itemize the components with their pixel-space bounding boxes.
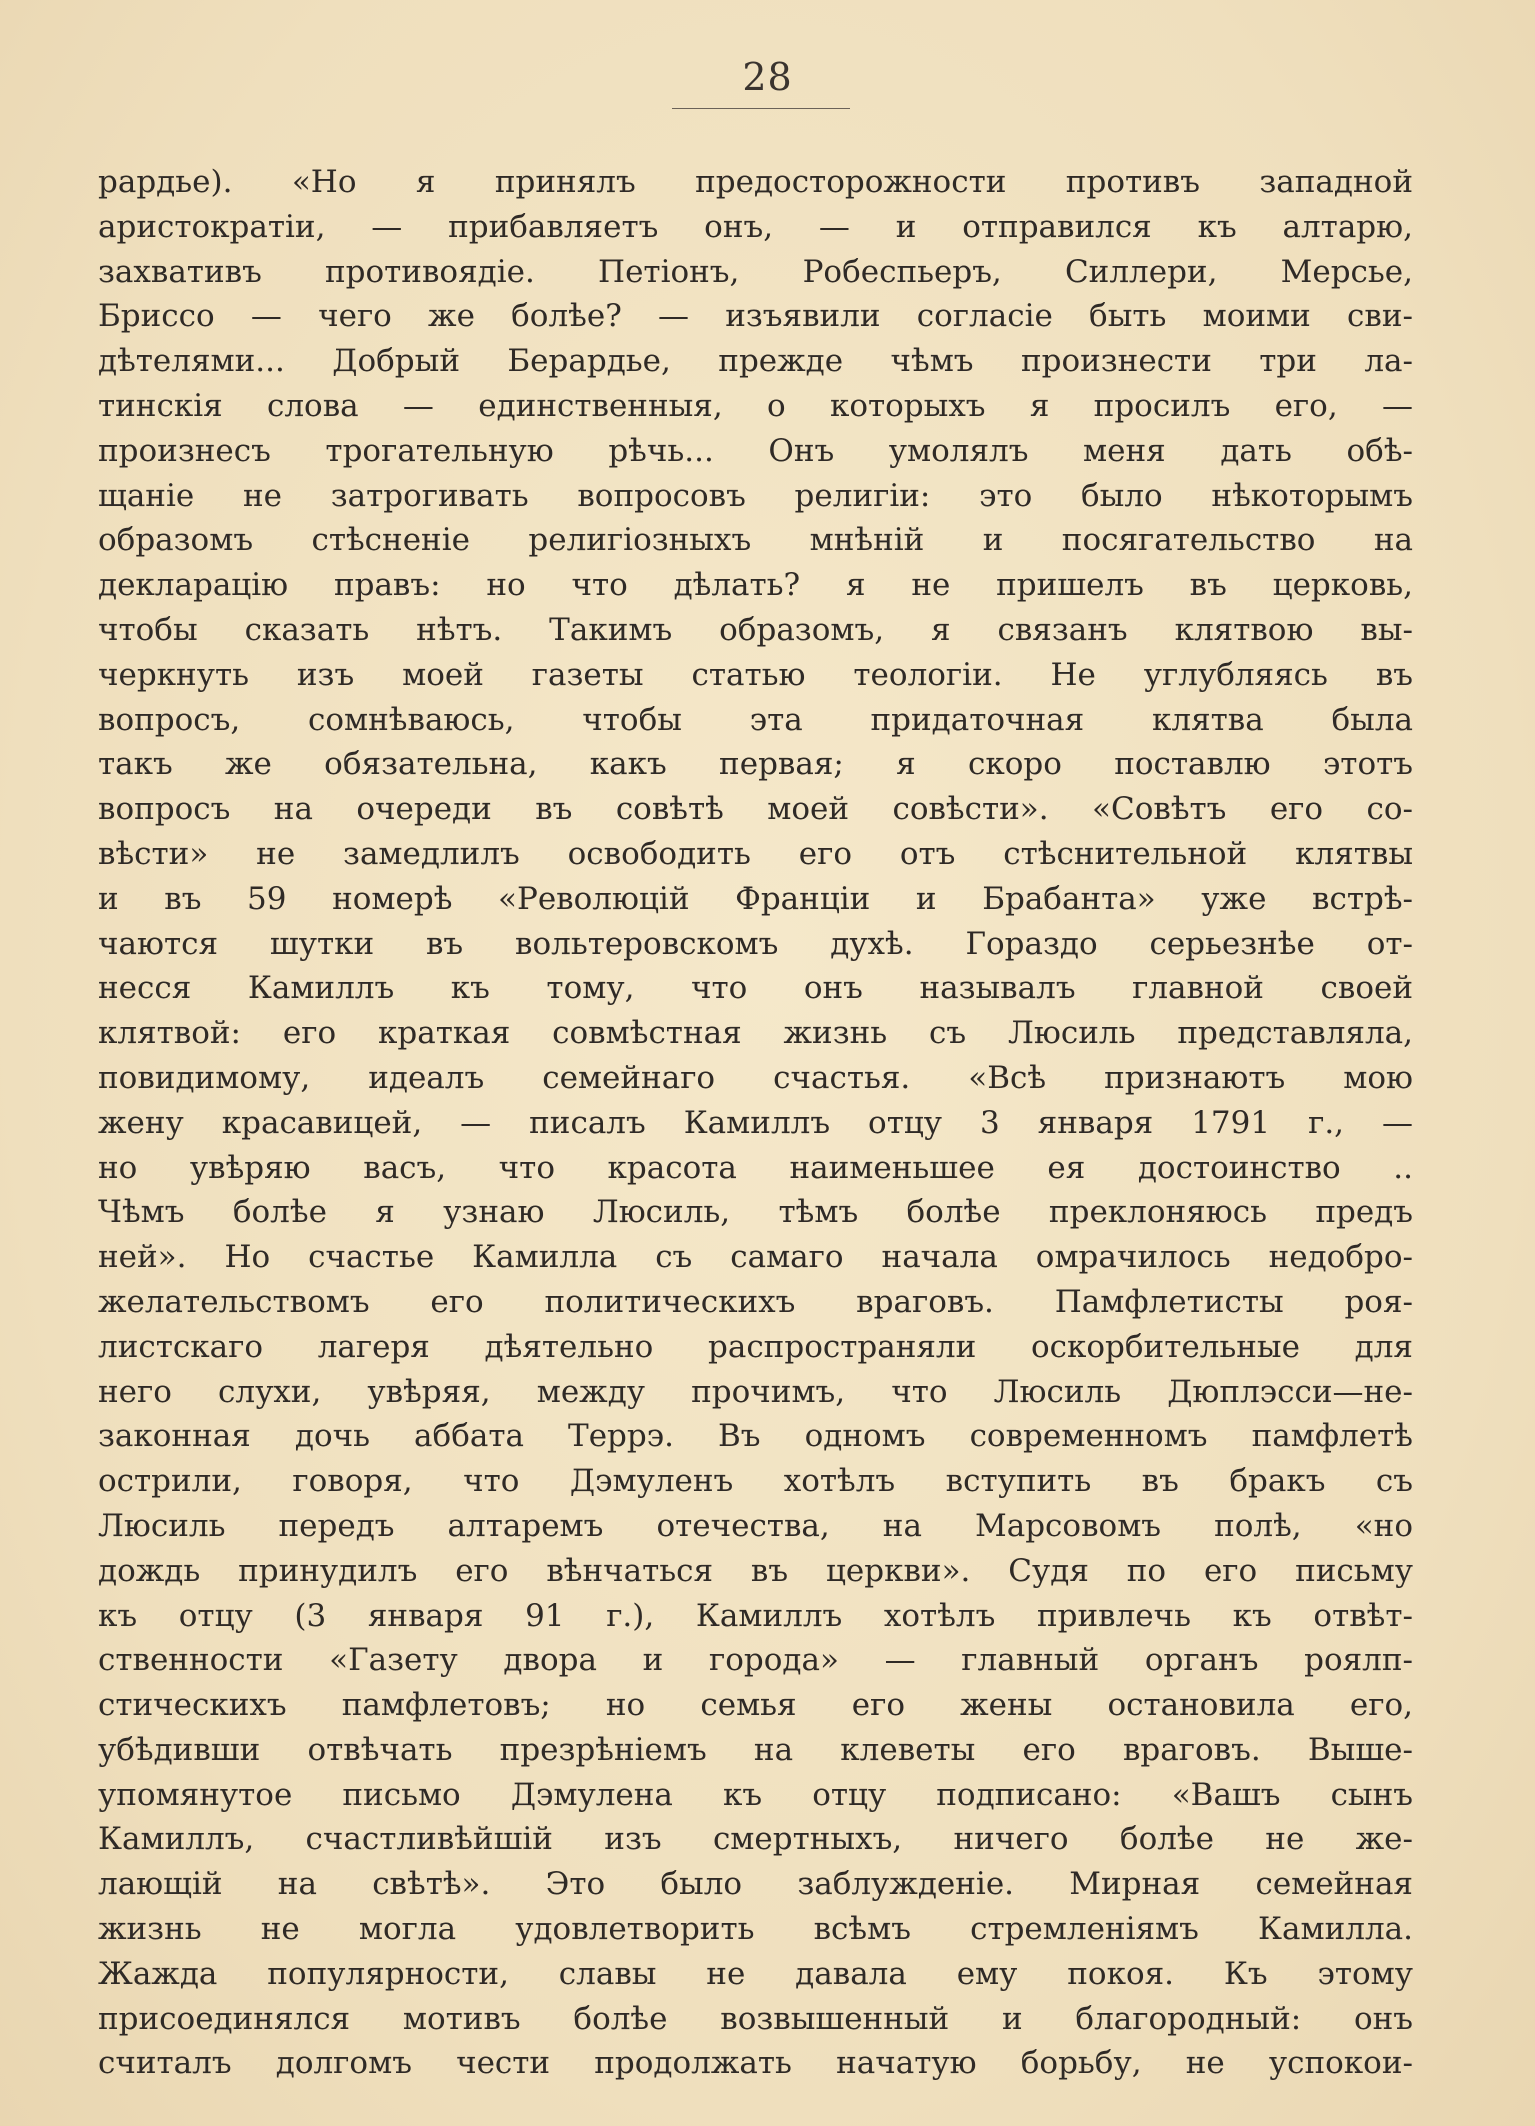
text-line: жену красавицей, — писалъ Камиллъ отцу 3 января 1791 г., —: [98, 1104, 1413, 1141]
page-number: 28: [742, 55, 793, 99]
text-line: тинскiя слова — единственныя, о которыхъ я просилъ его, —: [98, 387, 1413, 424]
text-line: вопросъ, сомнѣваюсь, чтобы эта придаточная клятва была: [98, 701, 1413, 738]
text-line: присоединялся мотивъ болѣе возвышенный и благородный: онъ: [98, 2000, 1413, 2037]
text-line: вопросъ на очереди въ совѣтѣ моей совѣсти». «Совѣтъ его со-: [98, 791, 1413, 828]
text-line: образомъ стѣсненiе религiозныхъ мнѣнiй и посягательство на: [98, 522, 1413, 559]
text-line: щанiе не затрогивать вопросовъ религiи: это было нѣкоторымъ: [98, 477, 1413, 514]
text-line: острили, говоря, что Дэмуленъ хотѣлъ вступить въ бракъ съ: [98, 1463, 1413, 1500]
text-line: дождь принудилъ его вѣнчаться въ церкви». Судя по его письму: [98, 1552, 1413, 1589]
text-line: черкнуть изъ моей газеты статью теологiи. Не углубляясь въ: [98, 656, 1413, 693]
text-line: ней». Но счастье Камилла съ самаго начала омрачилось недобро-: [98, 1239, 1413, 1276]
text-line: произнесъ трогательную рѣчь... Онъ умолялъ меня дать обѣ-: [98, 432, 1413, 469]
header-rule: [672, 108, 850, 109]
text-line: дѣтелями... Добрый Берардье, прежде чѣмъ произнести три ла-: [98, 343, 1413, 380]
text-line: стическихъ памфлетовъ; но семья его жены остановила его,: [98, 1687, 1413, 1724]
text-line: чтобы сказать нѣтъ. Такимъ образомъ, я связанъ клятвою вы-: [98, 611, 1413, 648]
text-line: убѣдивши отвѣчать презрѣнiемъ на клеветы его враговъ. Выше-: [98, 1731, 1413, 1768]
text-line: Бриссо — чего же болѣе? — изъявили согласiе быть моими сви-: [98, 298, 1413, 335]
text-line: но увѣряю васъ, что красота наименьшее ея достоинство ..: [98, 1149, 1413, 1186]
text-line: листскаго лагеря дѣятельно распространяли оскорбительные для: [98, 1328, 1413, 1365]
text-line: несся Камиллъ къ тому, что онъ называлъ главной своей: [98, 970, 1413, 1007]
text-line: ственности «Газету двора и города» — главный органъ роялп-: [98, 1642, 1413, 1679]
text-line: считалъ долгомъ чести продолжать начатую борьбу, не успокои-: [98, 2045, 1413, 2082]
text-line: Жажда популярности, славы не давала ему покоя. Къ этому: [98, 1955, 1413, 1992]
text-line: жизнь не могла удовлетворить всѣмъ стремленiямъ Камилла.: [98, 1911, 1413, 1948]
text-line: Люсиль передъ алтаремъ отечества, на Марсовомъ полѣ, «но: [98, 1507, 1413, 1544]
text-line: рардье). «Но я принялъ предосторожности противъ западной: [98, 164, 1413, 200]
text-line: къ отцу (3 января 91 г.), Камиллъ хотѣлъ привлечь къ отвѣт-: [98, 1597, 1413, 1634]
text-line: вѣсти» не замедлилъ освободить его отъ стѣснительной клятвы: [98, 835, 1413, 872]
text-line: него слухи, увѣряя, между прочимъ, что Люсиль Дюплэсси—не-: [98, 1373, 1413, 1410]
text-line: чаются шутки въ вольтеровскомъ духѣ. Гораздо серьезнѣе от-: [98, 925, 1413, 962]
text-line: такъ же обязательна, какъ первая; я скоро поставлю этотъ: [98, 746, 1413, 783]
text-line: клятвой: его краткая совмѣстная жизнь съ Люсиль представляла,: [98, 1015, 1413, 1052]
text-line: лающiй на свѣтѣ». Это было заблужденiе. Мирная семейная: [98, 1866, 1413, 1903]
text-line: желательствомъ его политическихъ враговъ. Памфлетисты роя-: [98, 1283, 1413, 1320]
text-line: законная дочь аббата Террэ. Въ одномъ современномъ памфлетѣ: [98, 1418, 1413, 1455]
text-line: Чѣмъ болѣе я узнаю Люсиль, тѣмъ болѣе преклоняюсь предъ: [98, 1194, 1413, 1231]
text-line: захвативъ противоядiе. Петiонъ, Робеспьеръ, Силлери, Мерсье,: [98, 253, 1413, 290]
text-line: и въ 59 номерѣ «Революцiй Францiи и Брабанта» уже встрѣ-: [98, 880, 1413, 917]
text-line: Камиллъ, счастливѣйшiй изъ смертныхъ, ничего болѣе не же-: [98, 1821, 1413, 1858]
text-line: упомянутое письмо Дэмулена къ отцу подписано: «Вашъ сынъ: [98, 1776, 1413, 1813]
text-line: аристократiи, — прибавляетъ онъ, — и отправился къ алтарю,: [98, 208, 1413, 245]
text-line: декларацiю правъ: но что дѣлать? я не пришелъ въ церковь,: [98, 567, 1413, 604]
body-text: [98, 160, 1413, 2086]
text-line: повидимому, идеалъ семейнаго счастья. «Всѣ признаютъ мою: [98, 1059, 1413, 1096]
